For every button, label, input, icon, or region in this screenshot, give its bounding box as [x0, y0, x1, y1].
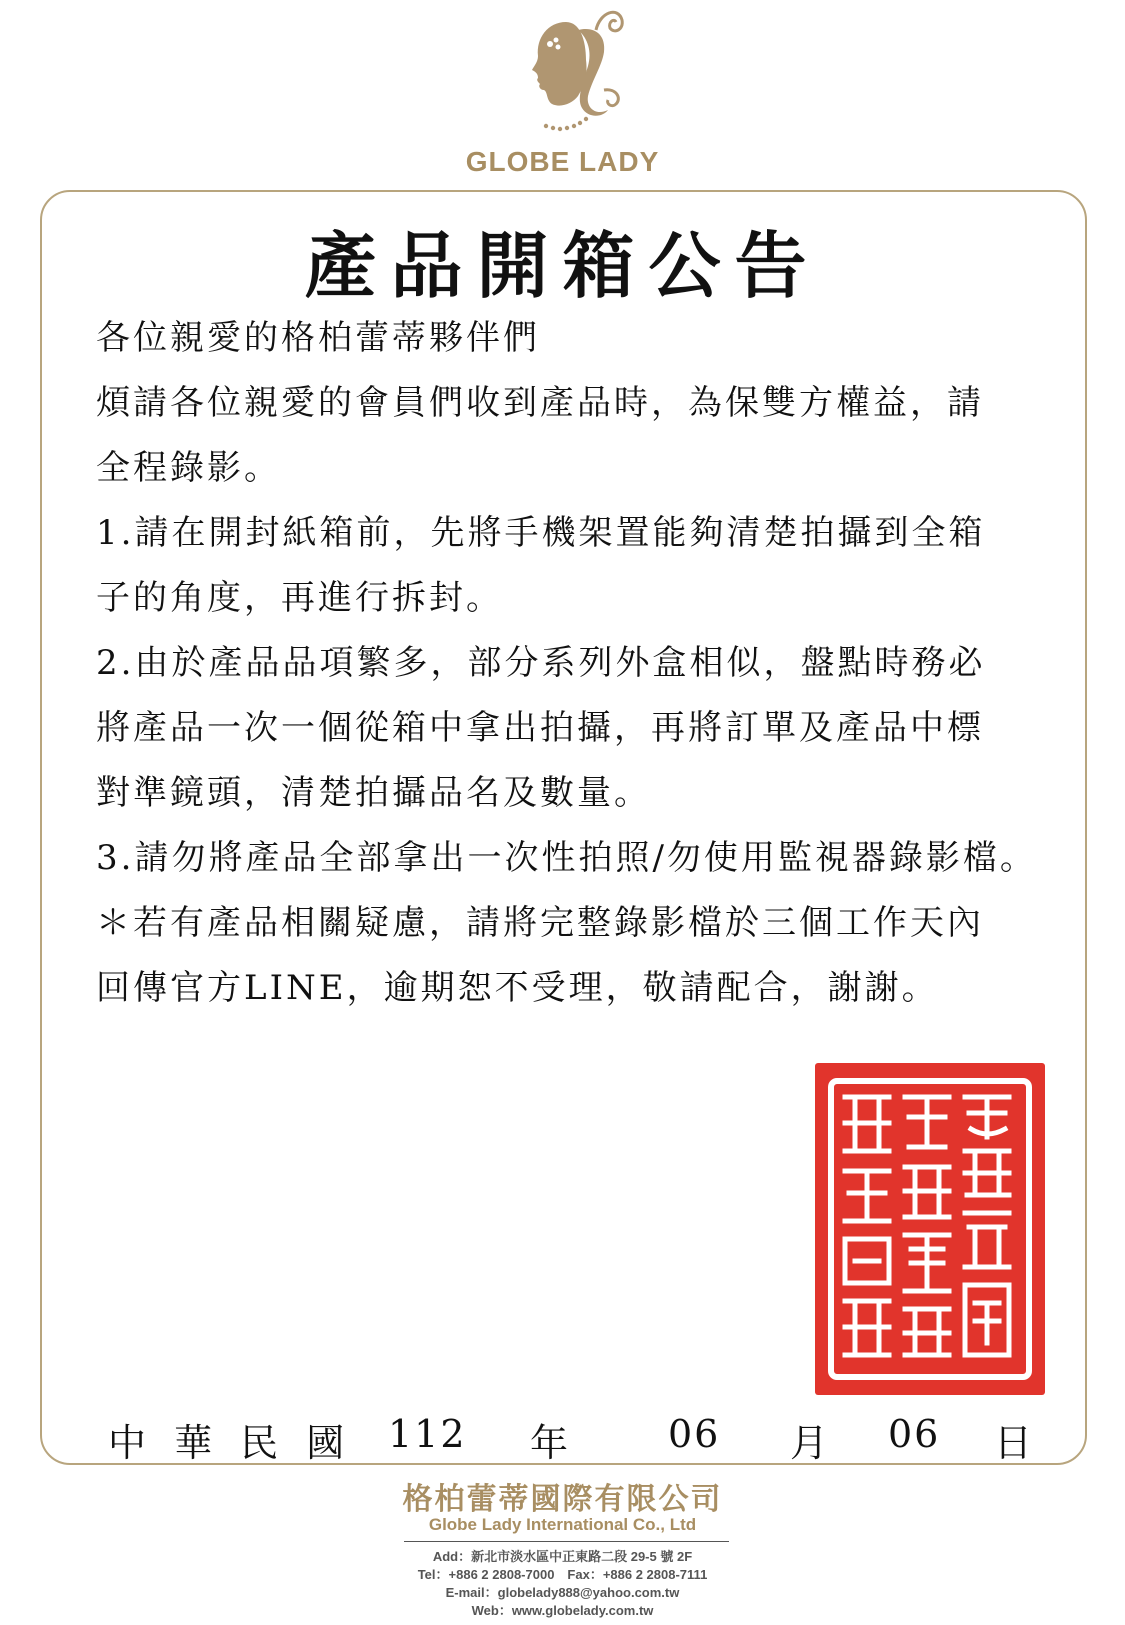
footer-web: Web：www.globelady.com.tw [471, 1603, 654, 1618]
body-line: 1.請在開封紙箱前，先將手機架置能夠清楚拍攝到全箱 [96, 513, 986, 553]
body-line: 子的角度，再進行拆封。 [96, 578, 503, 618]
date-month: 06 [668, 1412, 721, 1456]
body-line: 各位親愛的格柏蕾蒂夥伴們 [96, 318, 540, 358]
body-line: ＊若有產品相關疑慮，請將完整錄影檔於三個工作天內 [96, 903, 984, 943]
date-year: 112 [388, 1412, 467, 1456]
date-day: 06 [888, 1412, 941, 1456]
footer-company-name: 格柏蕾蒂國際有限公司 [402, 1483, 723, 1516]
footer-tel-fax: Tel：+886 2 2808-7000 Fax：+886 2 2808-7111 [417, 1567, 708, 1582]
date-month-unit: 月 [790, 1421, 831, 1465]
body-line: 對準鏡頭，清楚拍攝品名及數量。 [96, 773, 651, 813]
date-day-unit: 日 [994, 1421, 1035, 1465]
body-line: 將產品一次一個從箱中拿出拍攝，再將訂單及產品中標 [96, 708, 984, 748]
date-era: 中 華 民 國 [108, 1421, 353, 1465]
footer-divider [404, 1541, 729, 1542]
brand-name: GLOBE LADY [465, 146, 660, 177]
footer-address: Add：新北市淡水區中正東路二段 29-5 號 2F [432, 1549, 693, 1564]
lady-profile-icon [518, 0, 628, 140]
body-line: 2.由於產品品項繁多，部分系列外盒相似，盤點時務必 [96, 643, 986, 683]
body-line: 回傳官方LINE，逾期恕不受理，敬請配合，謝謝。 [96, 968, 939, 1008]
body-line: 全程錄影。 [96, 448, 281, 488]
body-line: 煩請各位親愛的會員們收到產品時，為保雙方權益，請 [96, 383, 984, 423]
footer-company-english: Globe Lady International Co., Ltd [428, 1515, 697, 1534]
footer-email: E-mail：globelady888@yahoo.com.tw [445, 1585, 680, 1600]
date-year-unit: 年 [530, 1421, 571, 1465]
notice-title: 產品開箱公告 [304, 223, 821, 308]
company-seal [815, 1063, 1045, 1395]
body-line: 3.請勿將產品全部拿出一次性拍照/勿使用監視器錄影檔。 [96, 838, 1037, 878]
